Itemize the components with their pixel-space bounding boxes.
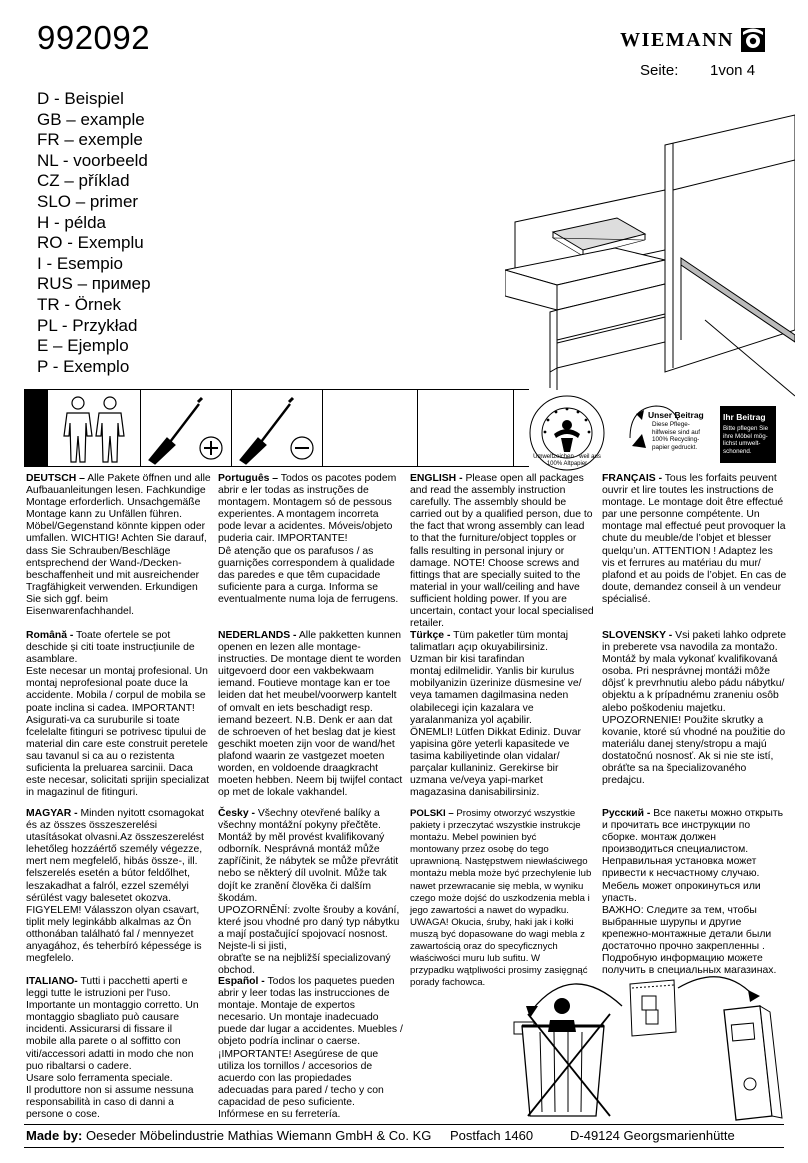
instruction-heading: ENGLISH -: [410, 473, 463, 484]
footer: [24, 1124, 784, 1148]
instruction-body: Tutti i pacchetti aperti e leggi tutte le istruzioni per l'uso. Importante un montaggio corretto. Un montaggio sbagliato può causare incidenti. Assicurarsi di fissare il mobile alla parete o al soffitto con viti/accessori adatti in modo che non puo ribaltarsi o cadere. Usare solo ferramenta speciale. Il produttore non si assume nessuna responsabilità in caso di danni a persone o cose.: [26, 976, 199, 1121]
instruction-heading: Türkçe -: [410, 630, 451, 641]
made-by-label: Made by:: [26, 1128, 83, 1143]
instruction-es: [218, 976, 405, 1121]
instruction-pl: [410, 808, 597, 989]
language-item: I - Esempio: [37, 253, 123, 273]
instruction-body: Alle Pakete öffnen und alle Aufbauanleitungen lesen. Fachkundige Montage erforderlich. Unsachgemäße Montage kann zu Unfällen führen. Möbel/Gegenstand könnte kippen oder umfallen. WICHTIG! Achten Sie darauf, dass Sie Schrauben/Beschläge entsprechend der Wand-/Decken- beschaffenheit und mit ausreichender Tragfähigkeit verwenden. Erkundigen Sie sich ggf. beim Eisenwarenfachhandel.: [26, 473, 211, 618]
instruction-nl: [218, 630, 405, 799]
instruction-ro: [26, 630, 213, 799]
language-item: RUS – пример: [37, 274, 151, 294]
document-number: 992092: [37, 19, 151, 56]
language-item: P - Exemplo: [37, 356, 130, 376]
language-item: TR - Örnek: [37, 294, 122, 314]
instruction-heading: Español -: [218, 976, 265, 987]
band-marker: [24, 390, 47, 466]
instruction-en: [410, 473, 597, 630]
instruction-heading: SLOVENSKY -: [602, 630, 673, 641]
instruction-body: Minden nyitott csomagokat és az összes összeszerelési utasításokat olvasni.Az összeszerelést lehetőleg hozzáértő személy végezze, mert nem megfelelő, hibás össze-, ill. felszerelés esetén a bútor feldőlhet, leszakadhat a falról, ezzel személyi sérülést vagy balesetet okozva. FIGYELEM! Válasszon olyan csavart, tiplit mely leginkább alkalmas az Ön otthonában található fal / mennyezet anyagához, és teherbíró képessége is megfelelo.: [26, 808, 205, 965]
empty-pictogram-cell: [322, 390, 417, 466]
two-persons-icon: [47, 390, 140, 466]
language-item: NL - voorbeeld: [37, 150, 148, 170]
trash-crossed-icon: [514, 998, 610, 1116]
language-item: H - példa: [37, 212, 106, 232]
brand-mark-icon: [740, 27, 766, 53]
instruction-heading: Português –: [218, 473, 279, 484]
instruction-body: Tüm paketler tüm montaj talimatları açıp okuyabilirsiniz. Uzman bir kisi tarafindan montaj edilmelidir. Yanlis bir kurulus mobilyanizin üzerinize düsmesine ve/ veya tamamen dagilmasina neden olabilecegi için kazalara ve yaralanmaniza yol açabilir. ÖNEMLI! Lütfen Dikkat Ediniz. Duvar yapisina göre yeterli kapasitede ve tasima kabiliyetinde olan vidalar/ parçalar kullaniniz. Gerekirse bir uzmana ve/veya yapi-market magazasina danisabilirsiniz.: [410, 630, 582, 799]
company-name: Oeseder Möbelindustrie Mathias Wiemann GmbH & Co. KG: [86, 1128, 432, 1143]
instruction-heading: FRANÇAIS -: [602, 473, 663, 484]
postfach: Postfach 1460: [450, 1128, 534, 1143]
eco-label-icon: [528, 394, 606, 472]
pictogram-band: [24, 389, 529, 467]
instruction-tr: [410, 630, 597, 799]
language-item: E – Ejemplo: [37, 336, 129, 356]
instruction-body: Toate ofertele se pot deschide și citi toate instrucțiunile de asamblare. Este necesar un montaj profesional. Un montaj neprofesional poate duce la accidente. Mobila / corpul de mobila se poate inclina si cadea. IMPORTANT! Asigurati-va ca suruburile si toate fcelelalte fitinguri se potrivesc tipului de material din care este construit peretele sau tavanul si ca au o rezistenta suficienta la preluarea sarcinii. Daca este necesar, solicitati sprijin specializat in magazinul de fitinguri.: [26, 630, 210, 799]
instruction-heading: Română -: [26, 630, 74, 641]
instruction-cz: [218, 808, 405, 977]
instruction-pt: [218, 473, 405, 606]
instruction-body: Tous les forfaits peuvent ouvrir et lire toutes les instructions de montage. Le montage doit être effectué par une personne compétente. Un montage mal effectué peut provoquer la chute du meuble/de l’objet et blesser quelqu’un. ATTENTION ! Adaptez les vis et ferrures au matériau du mur/ plafond et au poids de l’objet. En cas de doute, demandez conseil à un vendeur spécialisé.: [602, 473, 787, 605]
instruction-it: [26, 976, 213, 1121]
language-item: FR – exemple: [37, 130, 143, 150]
instruction-fr: [602, 473, 789, 606]
instruction-body: Vsi paketi lahko odprete in preberete vsa navodila za montažo. Montáž by mala vykonať kvalifikovaná osoba. Pri nesprávnej montáži môže dôjsť k prevrhnutiu alebo pádu nábytku/ objektu a k prípadnému zraneniu osôb alebo poškodeniu majetku. UPOZORNENIE! Použite skrutky a kovanie, ktoré sú vhodné na použitie do materiálu danej steny/stropu a majú dostatočnú nosnosť. Ak si nie ste istí, obráťte sa na špecializovaného predajcu.: [602, 630, 787, 787]
ihr-beitrag-badge: [720, 406, 776, 463]
instruction-sk: [602, 630, 789, 787]
page-indicator: [640, 62, 755, 79]
page-value: 1von 4: [710, 62, 756, 79]
eco-label-text: Umweltzeichen · weil aus 100% Altpapier: [533, 454, 601, 467]
instruction-heading: DEUTSCH –: [26, 473, 85, 484]
instruction-hu: [26, 808, 213, 965]
instruction-body: Все пакеты можно открыть и прочитать все инструкции по сборке. монтаж должен производиться специалистом. Неправильная установка может привести к несчастному случаю. Мебель может опрокинуться или упасть. ВАЖНО: Следите за тем, чтобы выбранные шурупы и другие крепежно-монтажные детали были достаточно прочно закрепленны . Подробную информацию можете получить в специальных магазинах.: [602, 808, 784, 977]
recycle-badge-icon: [624, 398, 776, 466]
instruction-ru: [602, 808, 789, 977]
screwdriver-plus-icon: [140, 390, 231, 466]
language-item: GB – example: [37, 109, 145, 129]
page-label: Seite:: [640, 62, 679, 79]
unser-beitrag-text: Diese Pflege- hilfweise sind auf 100% Recycling- papier gedruckt.: [652, 421, 700, 451]
instruction-heading: MAGYAR -: [26, 808, 78, 819]
language-item: D - Beispiel: [37, 89, 124, 108]
language-item: CZ – příklad: [37, 171, 130, 191]
manual-binder-icon: [724, 1006, 782, 1120]
instruction-body: Všechny otevřené balíky a všechny montážní pokyny přečtěte. Montáž by měl provést kvalifikovaný odborník. Nesprávná montáž může zapříčinit, že nábytek se může převrátit nebo se některý díl uvolnit. Může tak dojít ke zranění člověka či dalším škodám. UPOZORNĚNÍ: zvolte šrouby a kování, které jsou vhodné pro daný typ nábytku a mají postačující spojovací nosnost. Nejste-li si jisti, obraťte se na nejbližší specializovaný obchod.: [218, 808, 400, 977]
unser-beitrag-title: Unser Beitrag: [648, 410, 704, 420]
instruction-heading: ITALIANO-: [26, 976, 78, 987]
empty-pictogram-cell: [417, 390, 514, 466]
instruction-heading: POLSKI –: [410, 808, 454, 819]
furniture-illustration: [505, 110, 795, 410]
language-item: SLO – primer: [37, 191, 139, 211]
address: D-49124 Georgsmarienhütte: [570, 1128, 735, 1143]
brand-name: WIEMANN: [620, 28, 734, 51]
language-item: RO - Exemplu: [37, 233, 144, 253]
instruction-heading: NEDERLANDS -: [218, 630, 297, 641]
instruction-body: Todos os pacotes podem abrir e ler todas as instruções de montagem. Montagem só de pessous experientes. A montagem incorreta pode levar a acidentes. Móveis/objeto puderia cair. IMPORTANTE! Dê atenção que os parafusos / as guarnições correspondem à qualidade das paredes e que têm cupacidade suficiente para a curga. Informa se eventualmente numa loja de ferrugens.: [218, 473, 399, 605]
ihr-beitrag-title: Ihr Beitrag: [723, 412, 766, 422]
unser-beitrag-badge: [624, 398, 712, 462]
language-item: PL - Przykład: [37, 315, 138, 335]
instruction-body: Please open all packages and read the assembly instruction carefully. The assembly should be carried out by a qualified person, due to the fact that wrong assembly can lead to that the furniture/object topples or falls resulting in personal injury or damage. NOTE! Choose screws and fittings that are specially suited to the material in your wall/ceiling and have sufficient holding power. If you are uncertain, contact your local specialised retailer.: [410, 473, 594, 630]
instruction-heading: Русский -: [602, 808, 651, 819]
instruction-body: Alle pakketten kunnen openen en lezen alle montage- instructies. De montage dient te worden uitgevoerd door een vakbekwaam iemand. Foutieve montage kan er toe leiden dat het meubel/voorwerp kantelt of omvalt en iets beschadigt resp. iemand bezeert. N.B. Denk er aan dat de schroeven of het beslag dat je kiest geschikt moeten zijn voor de wand/het plafond waarin ze vastgezet moeten worden, en voldoende draagkracht moeten hebben. Neem bij twijfel contact op met de lokale vakhandel.: [218, 630, 403, 799]
screwdriver-minus-icon: [231, 390, 322, 466]
disposal-illustration: [492, 966, 788, 1122]
ihr-beitrag-text: Bitte pflegen Sie ihre Möbel mög- lichst umwelt- schonend.: [723, 425, 769, 455]
instruction-heading: Česky -: [218, 808, 255, 819]
instruction-body: Todos los paquetes pueden abrir y leer todas las instrucciones de montaje. Montaje de expertos necesario. Un montaje inadecuado puede dar lugar a accidentes. Muebles / objeto podría inclinar o caerse. ¡IMPORTANTE! Asegúrese de que utiliza los tornillos / accesorios de acuerdo con las propiedades adecuadas para pared / techo y con capacidad de peso suficiente. Infórmese en su ferretería.: [218, 976, 403, 1121]
language-list: [37, 89, 151, 377]
instruction-body: Prosimy otworzyć wszystkie pakiety i przeczytać wszystkie instrukcje montażu. Mebel powinien być montowany przez osobę do tego uprawnioną. Następstwem niewłaściwego montażu mebla może być przechylenie lub nawet przewracanie się mebla, w wyniku czego może dojść do uszkodzenia mebla i jego zawartości a nawet do wypadku. UWAGA! Okucia, śruby, haki jak i kołki muszą być dopasowane do wagi mebla z zawartością oraz do specyficznych właściwości muru lub sufitu. W przypadku wątpliwości prosimy zasięgnąć porady fachowca.: [410, 808, 592, 989]
instruction-de: [26, 473, 213, 618]
brand-logo: [620, 27, 766, 53]
